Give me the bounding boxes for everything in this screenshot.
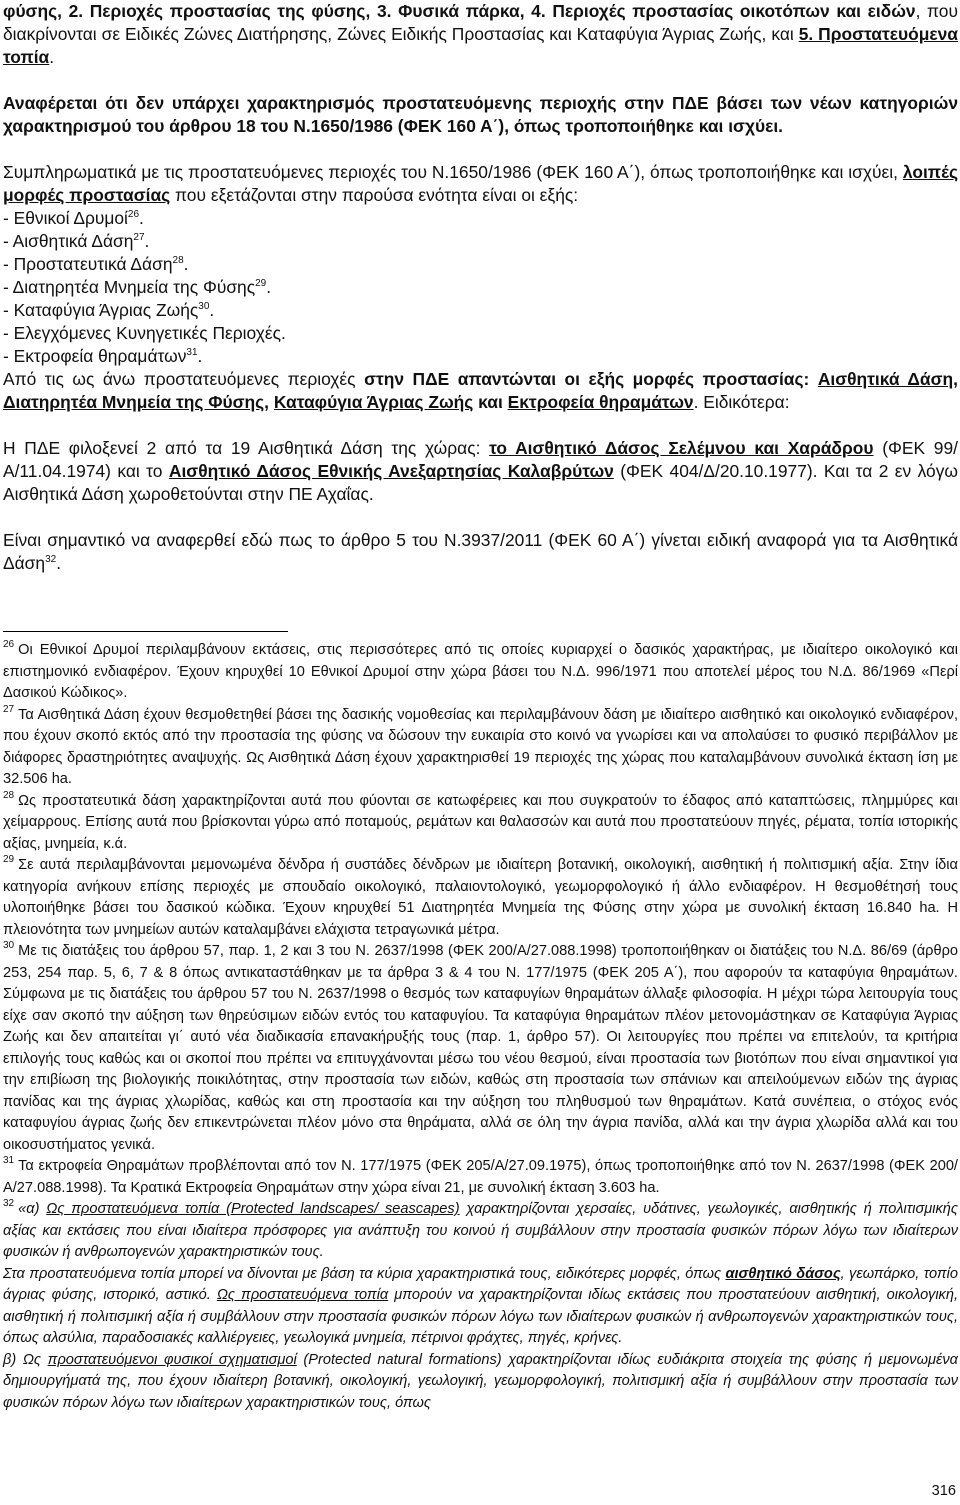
natural-monuments-link: Διατηρητέα Μνημεία της Φύσης (3, 392, 265, 412)
footnote-32-cont: Στα προστατευόμενα τοπία μπορεί να δίνονται με βάση τα κύρια χαρακτηριστικά τους, ειδικότερες μορφές, όπως αισθητικό δάσος, γεωπάρκο, τοπίο άγριας φύσης, ιστορικό, αστικό. Ως προστατευόμενα τοπία μπορούν να χαρακτηρίζονται ιδίως εκτάσεις που προστατεύουν αισθητική, οικολογική, αισθητική ή πολιτισμική αξία ή συμβάλλουν στην προστασία φυσικών πόρων λόγω των ιδιαίτερων φυσικών ή ανθρωπογενών χαρακτηριστικών τους, όπως αλσύλια, παραδοσιακές καλλιέργειες, γεωλογικά μνημεία, πέτρινοι φράχτες, πηγές, κρήνες. (3, 1265, 959, 1346)
footnote-separator (3, 631, 288, 632)
paragraph-categories: φύσης, 2. Περιοχές προστασίας της φύσης, 3. Φυσικά πάρκα, 4. Περιοχές προστασίας οικοτόπων και ειδών, που διακρίνονται σε Ειδικές Ζώνες Διατήρησης, Ζώνες Ειδικής Προστασίας και Καταφύγια Άγριας Ζωής, και 5. Προστατευόμενα τοπία. (3, 1, 958, 67)
list-item: - Εκτροφεία θηραμάτων$^{31}$. (3, 346, 203, 366)
paragraph-other-forms: Συμπληρωματικά με τις προστατευόμενες περιοχές του Ν.1650/1986 (ΦΕΚ 160 Α΄), όπως τροποποιήθηκε και ισχύει, λοιπές μορφές προστασίας που εξετάζονται στην παρούσα ενότητα είναι οι εξής: (3, 162, 958, 205)
footnote-30: $^{30}$ Με τις διατάξεις του άρθρου 57, παρ. 1, 2 και 3 του Ν. 2637/1998 (ΦΕΚ 200/Α/27.088.1998) τροποποιήθηκαν οι διατάξεις του Ν.Δ. 86/69 (άρθρο 253, 254 παρ. 5, 6, 7 & 8 όπως αντικαταστάθηκαν με τα άρθρα 3 & 4 του Ν. 177/1975 (ΦΕΚ 205 Α΄), που αφορούν τα καταφύγια θηραμάτων. Σύμφωνα με τις διατάξεις του άρθρου 57 του Ν. 2637/1998 ο θεσμός των καταφυγίων θηραμάτων άλλαξε φιλοσοφία. Η μέχρι τώρα λειτουργία τους είχε σαν σκοπό την αύξηση των θηρεύσιμων ειδών εντός του καταφυγίου. Τα καταφύγια θηραμάτων πλέον μετονομάστηκαν σε Καταφύγια Άγριας Ζωής και δεν απαιτείται γι΄ αυτό νέα διαδικασία επανακήρυξής τους (παρ. 1, άρθρο 57). Οι λειτουργίες που πρέπει να επιτελούν, τα κριτήρια επιλογής τους καθώς και οι σκοποί που πρέπει να επιτυγχάνονται μέσω του νέου θεσμού, είναι προστασία των βιοτόπων που είναι σημαντικοί για την επιβίωση της βιολογικής ποικιλότητας, στην προστασία των ειδών, καθώς στη προστασία των σπάνιων και απειλούμενων ειδών της άγριας πανίδας και της άγριας χλωρίδας, καθώς και στη προστασία και την αύξηση του πληθυσμού των θηραμάτων. Κατά συνέπεια, ο στόχος ενός καταφυγίου άγριας ζωής δεν επικεντρώνεται πλέον μόνο στα θηράματα, αλλά σε όλη την άγρια πανίδα, αλλά και την άγρια χλωρίδα αλλά και του οικοσυστήματος γενικά. (3, 940, 958, 1153)
footnote-28: $^{28}$ Ως προστατευτικά δάση χαρακτηρίζονται αυτά που φύονται σε κατωφέρειες και που συγκρατούν το έδαφος από καταπτώσεις, πλημμύρες και χείμαρρους. Επίσης αυτά που βρίσκονται γύρω από ποταμούς, ρεμάτων και θαλασσών και αυτά που προστατεύουν πηγές, ρέματα, τοπία ιστορικής αξίας, μνημεία, κ.ά. (3, 789, 958, 852)
list-item: - Ελεγχόμενες Κυνηγετικές Περιοχές. (3, 323, 286, 343)
categories-bold: φύσης, 2. Περιοχές προστασίας της φύσης, 3. Φυσικά πάρκα, 4. Περιοχές προστασίας οικοτόπων και ειδών (3, 1, 916, 21)
game-breeding-link: Εκτροφεία θηραμάτων (507, 392, 694, 412)
footnote-31: $^{31}$ Τα εκτροφεία Θηραμάτων προβλέπονται από τον Ν. 177/1975 (ΦΕΚ 205/Α/27.09.1975), όπως τροποποιήθηκε από τον Ν. 2637/1998 (ΦΕΚ 200/Α/27.088.1998). Τα Κρατικά Εκτροφεία Θηραμάτων στην χώρα είναι 21, με συνολική έκταση 3.603 ha. (3, 1155, 958, 1196)
footnote-29: $^{29}$ Σε αυτά περιλαμβάνονται μεμονωμένα δένδρα ή συστάδες δένδρων με ιδιαίτερη βοτανική, οικολογική, αισθητική ή πολιτισμική αξία. Στην ίδια κατηγορία ανήκουν επίσης περιοχές με σπουδαίο οικολογικό, παλαιοντολογικό, γεωμορφολογικό ή άλλο ενδιαφέρον. Η θεσμοθέτησή τους υλοποιήθηκε βάσει του δασικού κώδικα. Έχουν κηρυχθεί 51 Διατηρητέα Μνημεία της Φύσης στην χώρα με συνολική έκταση 16.840 ha. Η πλειονότητα των μνημείων αυτών καταλαμβάνει ελάχιστα τετραγωνικά μέτρα. (3, 854, 958, 938)
page-number: 316 (931, 1483, 956, 1499)
main-text (3, 0, 958, 575)
paragraph-no-designation: Αναφέρεται ότι δεν υπάρχει χαρακτηρισμός προστατευόμενης περιοχής στην ΠΔΕ βάσει των νέων κατηγοριών χαρακτηρισμού του άρθρου 18 του Ν.1650/1986 (ΦΕΚ 160 Α΄), όπως τροποποιήθηκε και ισχύει. (3, 93, 958, 136)
list-item: - Εθνικοί Δρυμοί$^{26}$. (3, 208, 144, 228)
paragraph-pde-forms: Από τις ως άνω προστατευόμενες περιοχές στην ΠΔΕ απαντώνται οι εξής μορφές προστασίας: Αισθητικά Δάση, Διατηρητέα Μνημεία της Φύσης, Καταφύγια Άγριας Ζωής και Εκτροφεία θηραμάτων. Ειδικότερα: (3, 369, 958, 412)
selemnos-forest-link: το Αισθητικό Δάσος Σελέμνου και Χαράδρου (489, 438, 874, 458)
wildlife-refuges-link: Καταφύγια Άγριας Ζωής (273, 392, 474, 412)
footnotes (3, 640, 958, 1414)
other-forms-emphasis: λοιπές μορφές προστασίας (3, 162, 958, 205)
footnote-32: $^{32}$ «α) Ως προστατευόμενα τοπία (Protected landscapes/ seascapes) χαρακτηρίζονται χερσαίες, υδάτινες, γεωλογικές, αισθητικής ή πολιτισμικής αξίας και εκτάσεις που είναι ιδιαίτερα πρόσφορες για ανάπτυξη του κοινού ή συμβάλλουν στην προστασία φυσικών πόρων λόγω των ιδιαίτερων φυσικών ή ανθρωπογενών χαρακτηριστικών τους. (3, 1198, 959, 1260)
footnote-27: $^{27}$ Τα Αισθητικά Δάση έχουν θεσμοθετηθεί βάσει της δασικής νομοθεσίας και περιλαμβάνουν δάση με ιδιαίτερο αισθητικό και οικολογικό ενδιαφέρον, που έχουν σκοπό εκτός από την προστασία της φύσης να δώσουν την ευκαιρία στο κοινό να γνωρίσει και να απολαύσει το φυσικό περιβάλλον με διάφορες δραστηριότητες αναψυχής. Ως Αισθητικά Δάση έχουν χαρακτηρισθεί 19 περιοχές της χώρας που καταλαμβάνουν συνολικά έκταση ίση με 32.506 ha. (3, 703, 958, 787)
paragraph-aesthetic-forests: Η ΠΔΕ φιλοξενεί 2 από τα 19 Αισθητικά Δάση της χώρας: το Αισθητικό Δάσος Σελέμνου και Χαράδρου (ΦΕΚ 99/Α/11.04.1974) και το Αισθητικό Δάσος Εθνικής Ανεξαρτησίας Καλαβρύτων (ΦΕΚ 404/Δ/20.10.1977). Και τα 2 εν λόγω Αισθητικά Δάση χωροθετούνται στην ΠΕ Αχαΐας. (3, 438, 959, 504)
kalavryta-forest-link: Αισθητικό Δάσος Εθνικής Ανεξαρτησίας Καλαβρύτων (168, 461, 614, 481)
protected-landscapes-link: 5. Προστατευόμενα τοπία (3, 24, 958, 67)
list-item: - Διατηρητέα Μνημεία της Φύσης$^{29}$. (3, 277, 272, 297)
aesthetic-forests-link: Αισθητικά Δάση (817, 369, 954, 389)
protection-forms-list (3, 207, 958, 368)
list-item: - Καταφύγια Άγριας Ζωής$^{30}$. (3, 300, 215, 320)
footnote-32-b: β) Ως προστατευόμενοι φυσικοί σχηματισμοί (Protected natural formations) χαρακτηρίζονται ιδίως ευδιάκριτα στοιχεία της φύσης ή μεμονωμένα δημιουργήματά της, που έχουν ιδιαίτερη βοτανική, οικολογική, γεωλογική, γεωμορφολογική, πολιτισμική αξία ή συμβάλλουν στην προστασία των φυσικών πόρων λόγω των ιδιαίτερων χαρακτηριστικών τους, όπως (3, 1351, 958, 1411)
paragraph-law-3937: Είναι σημαντικό να αναφερθεί εδώ πως το άρθρο 5 του Ν.3937/2011 (ΦΕΚ 60 Α΄) γίνεται ειδική αναφορά για τα Αισθητικά Δάση$^{32}$. (3, 530, 958, 573)
footnote-26: $^{26}$ Οι Εθνικοί Δρυμοί περιλαμβάνουν εκτάσεις, στις περισσότερες από τις οποίες κυριαρχεί ο δασικός χαρακτήρας, με ιδιαίτερο οικολογικό και επιστημονικό ενδιαφέρον. Έχουν κηρυχθεί 10 Εθνικοί Δρυμοί στην χώρα βάσει του Ν.Δ. 996/1971 που αποτελεί μέρος του Ν.Δ. 86/1969 «Περί Δασικού Κώδικος». (3, 639, 958, 701)
list-item: - Αισθητικά Δάση$^{27}$. (3, 231, 150, 251)
list-item: - Προστατευτικά Δάση$^{28}$. (3, 254, 189, 274)
